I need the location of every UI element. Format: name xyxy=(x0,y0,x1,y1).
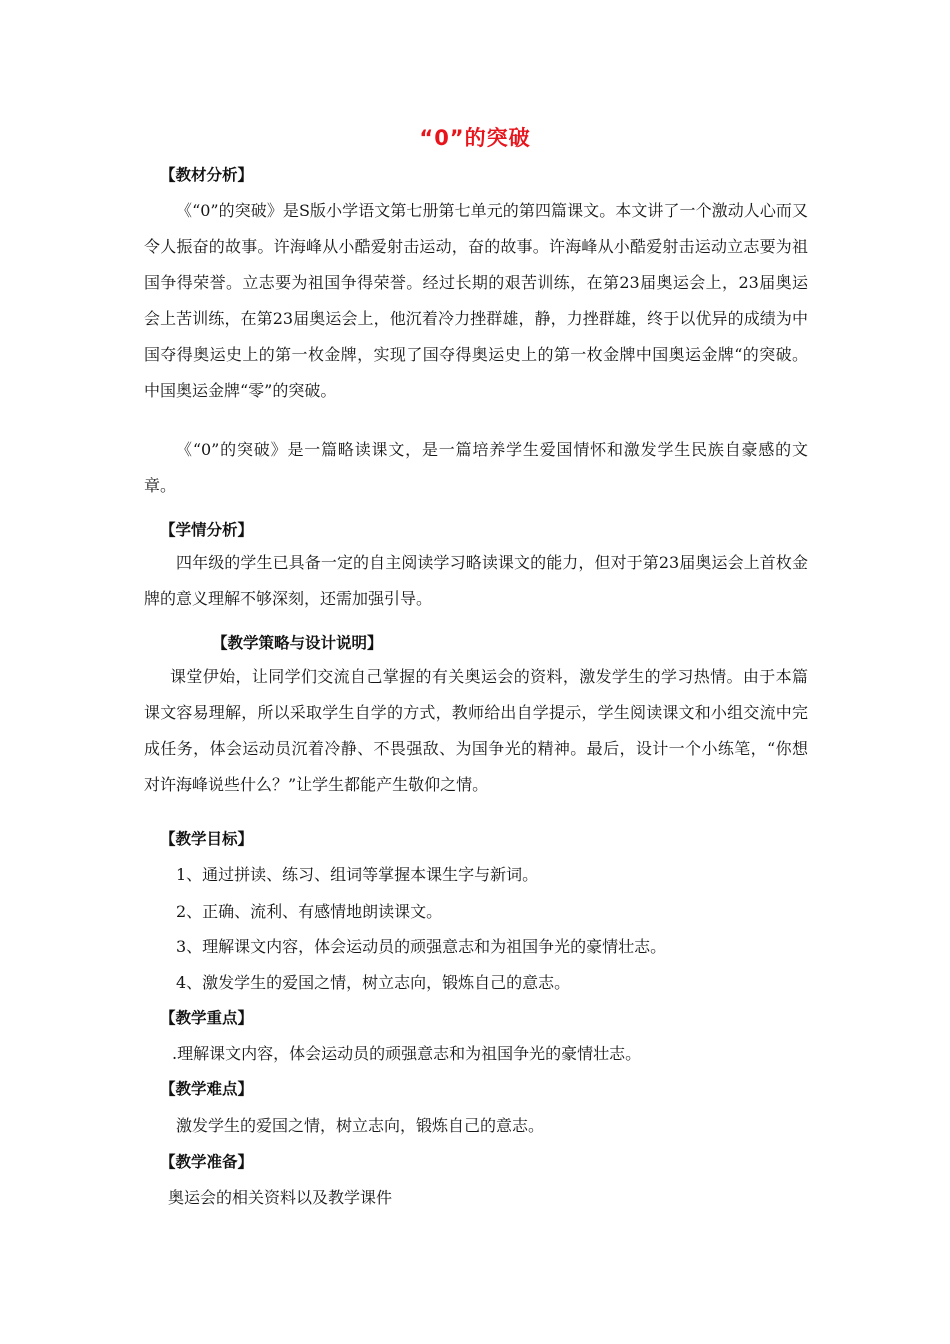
heading-difficulties: 【教学难点】 xyxy=(160,1080,254,1098)
key-points-text: .理解课文内容，体会运动员的顽强意志和为祖国争光的豪情壮志。 xyxy=(172,1044,642,1063)
heading-key-points: 【教学重点】 xyxy=(160,1009,254,1027)
document-title: “0”的突破 xyxy=(419,126,531,150)
objective-item-4: 4、激发学生的爱国之情，树立志向，锻炼自己的意志。 xyxy=(176,973,571,992)
material-analysis-paragraph-2: 《“0”的突破》是一篇略读课文，是一篇培养学生爱国情怀和激发学生民族自豪感的文章。 xyxy=(144,440,808,495)
student-analysis-paragraph: 四年级的学生已具备一定的自主阅读学习略读课文的能力，但对于第23届奥运会上首枚金牌的意义理解不够深刻，还需加强引导。 xyxy=(144,553,808,608)
objective-item-3: 3、理解课文内容，体会运动员的顽强意志和为祖国争光的豪情壮志。 xyxy=(176,937,667,956)
heading-teaching-objectives: 【教学目标】 xyxy=(160,830,254,848)
heading-student-analysis: 【学情分析】 xyxy=(160,521,254,539)
heading-preparation: 【教学准备】 xyxy=(160,1153,254,1171)
preparation-text: 奥运会的相关资料以及教学课件 xyxy=(168,1188,393,1207)
heading-teaching-strategy: 【教学策略与设计说明】 xyxy=(212,634,383,652)
objective-item-1: 1、通过拼读、练习、组词等掌握本课生字与新词。 xyxy=(176,865,539,884)
teaching-strategy-paragraph: 课堂伊始，让同学们交流自己掌握的有关奥运会的资料，激发学生的学习热情。由于本篇课文容易理解，所以采取学生自学的方式，教师给出自学提示，学生阅读课文和小组交流中完成任务，体会运动员沉着冷静、不畏强敌、为国争光的精神。最后，设计一个小练笔，“你想对许海峰说些什么？”让学生都能产生敬仰之情。 xyxy=(144,667,808,794)
material-analysis-paragraph-1: 《“0”的突破》是S版小学语文第七册第七单元的第四篇课文。本文讲了一个激动人心而又令人振奋的故事。许海峰从小酷爱射击运动，奋的故事。许海峰从小酷爱射击运动立志要为祖国争得荣誉。立志要为祖国争得荣誉。经过长期的艰苦训练，在第23届奥运会上，23届奥运会上苦训练，在第23届奥运会上，他沉着冷力挫群雄，静，力挫群雄，终于以优异的成绩为中国夺得奥运史上的第一枚金牌，实现了国夺得奥运史上的第一枚金牌中国奥运金牌“的突破。中国奥运金牌“零”的突破。 xyxy=(144,201,808,400)
difficulties-text: 激发学生的爱国之情，树立志向，锻炼自己的意志。 xyxy=(176,1116,545,1135)
objective-item-2: 2、正确、流利、有感情地朗读课文。 xyxy=(176,902,443,921)
heading-material-analysis: 【教材分析】 xyxy=(160,166,254,184)
